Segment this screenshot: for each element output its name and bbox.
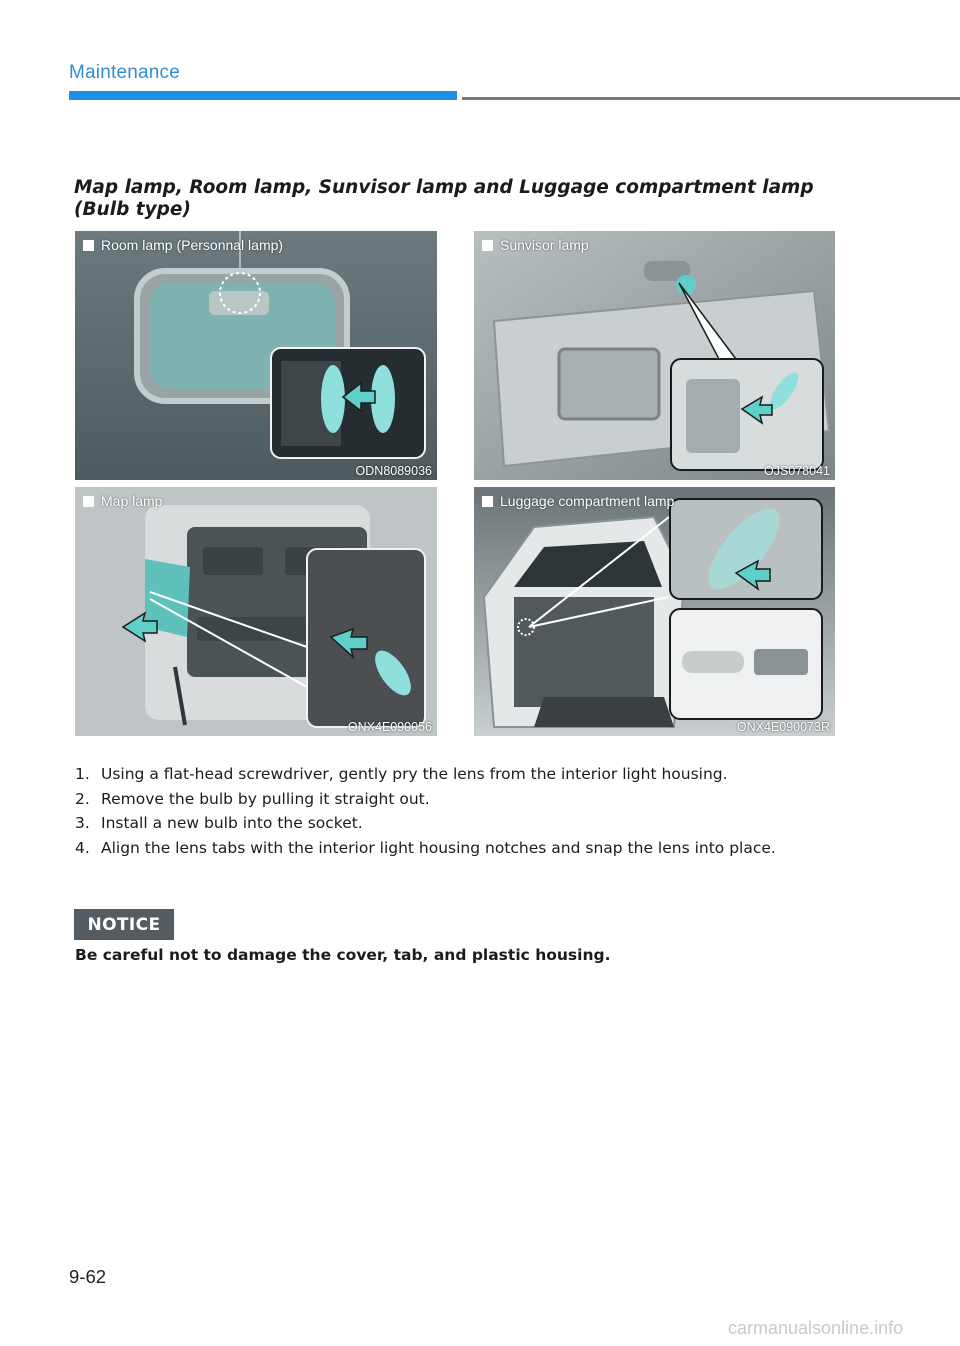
figure-map-lamp [75,487,437,736]
header-accent-bar [69,91,457,100]
figure-room-lamp [75,231,437,480]
step-text: Remove the bulb by pulling it straight out. [101,789,430,808]
step-item [75,762,845,787]
bullet-square-icon [83,496,94,507]
figure-label: Map lamp [83,493,162,509]
step-number: 1. [75,765,90,783]
step-number: 2. [75,789,90,808]
header-rule [462,97,960,100]
page-heading: Map lamp, Room lamp, Sunvisor lamp and Luggage compartment lamp (Bulb type) [74,177,814,220]
figure-sunvisor-lamp [474,231,835,480]
instruction-steps [75,762,845,860]
figure-code: OJS078041 [763,464,830,478]
notice-badge: NOTICE [74,909,174,940]
figure-code: ONX4E090056 [347,720,432,734]
figure-luggage-lamp [474,487,835,736]
step-item [75,811,845,836]
room-lamp-illustration [75,231,437,480]
step-item [75,836,845,861]
step-text: Align the lens tabs with the interior light housing notches and snap the lens into place. [101,838,776,857]
figure-code: ONX4E090073R [736,720,830,734]
bullet-square-icon [482,496,493,507]
step-text: Install a new bulb into the socket. [101,814,363,832]
bullet-square-icon [482,240,493,251]
page-number: 9-62 [69,1266,107,1287]
notice-text: Be careful not to damage the cover, tab, and plastic housing. [75,946,611,964]
bullet-square-icon [83,240,94,251]
watermark: carmanualsonline.info [728,1318,904,1338]
sunvisor-lamp-illustration [474,231,835,480]
step-number: 4. [75,838,90,857]
step-text: Using a flat-head screwdriver, gently pry the lens from the interior light housing. [101,765,728,783]
figure-label: Luggage compartment lamp [482,493,674,509]
figure-label: Room lamp (Personnal lamp) [83,237,283,253]
section-title: Maintenance [69,62,180,83]
map-lamp-illustration [75,487,437,736]
step-item [75,787,845,812]
figure-label: Sunvisor lamp [482,237,589,253]
step-number: 3. [75,814,90,832]
figure-code: ODN8089036 [355,464,432,478]
luggage-lamp-illustration [474,487,835,736]
